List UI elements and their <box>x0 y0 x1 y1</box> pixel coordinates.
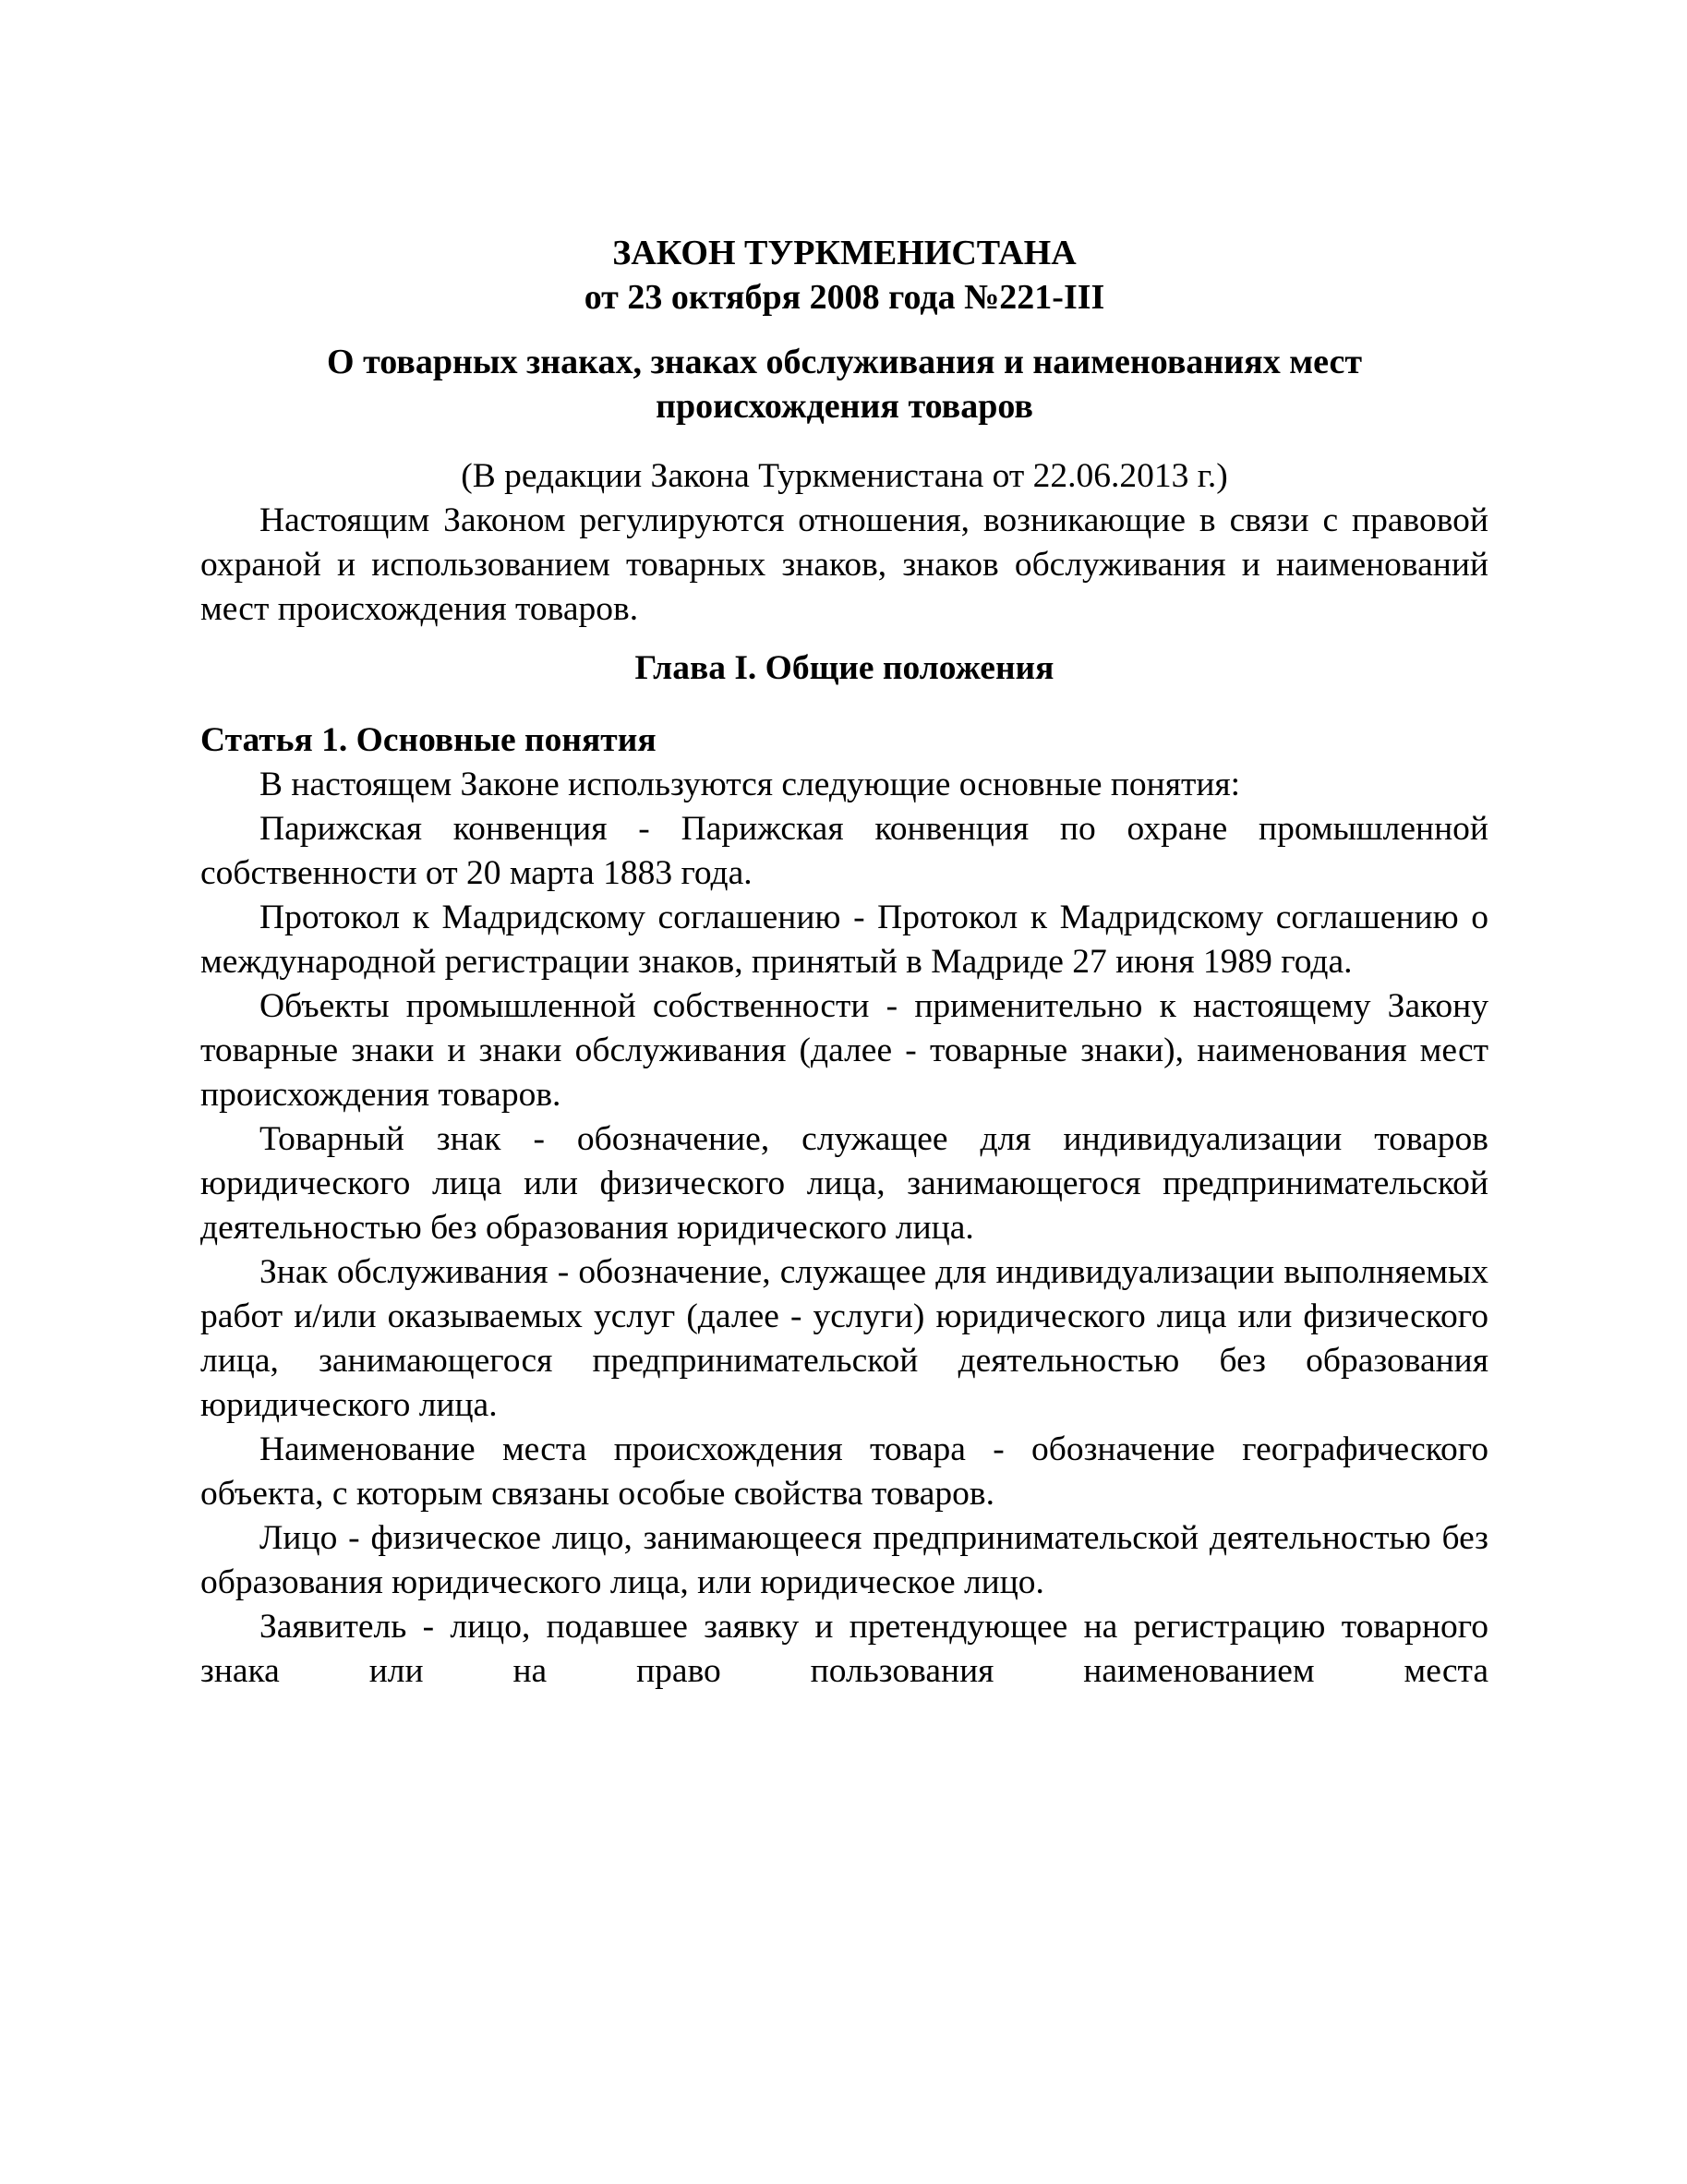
law-subject <box>200 340 1488 428</box>
article-title: Статья 1. Основные понятия <box>200 721 657 759</box>
law-title-line2: от 23 октября 2008 года №221-III <box>584 278 1105 317</box>
definition-paragraph: Товарный знак - обозначение, служащее для индивидуализации товаров юридического лица или физического лица, занимающегося предпринимательской деятельностью без образования юридического лица. <box>200 1120 1488 1247</box>
law-subject-line1: О товарных знаках, знаках обслуживания и наименованиях мест <box>327 343 1362 381</box>
definition-paragraph: Объекты промышленной собственности - применительно к настоящему Закону товарные знаки и знаки обслуживания (далее - товарные знаки), наименования мест происхождения товаров. <box>200 987 1488 1114</box>
definition-paragraph: Заявитель - лицо, подавшее заявку и претендующее на регистрацию товарного знака или на право пользования наименованием места <box>200 1608 1488 1690</box>
definition-paragraph: Лицо - физическое лицо, занимающееся предпринимательской деятельностью без образования юридического лица, или юридическое лицо. <box>200 1519 1488 1601</box>
definition-paragraph: Протокол к Мадридскому соглашению - Протокол к Мадридскому соглашению о международной регистрации знаков, принятый в Мадриде 27 июня 1989 года. <box>200 899 1488 981</box>
preamble-paragraph: Настоящим Законом регулируются отношения, возникающие в связи с правовой охраной и использованием товарных знаков, знаков обслуживания и наименований мест происхождения товаров. <box>200 501 1488 628</box>
law-title-line1: ЗАКОН ТУРКМЕНИСТАНА <box>612 234 1077 272</box>
definition-paragraph: Парижская конвенция - Парижская конвенция по охране промышленной собственности от 20 марта 1883 года. <box>200 810 1488 892</box>
law-title <box>200 231 1488 320</box>
definition-paragraph: Наименование места происхождения товара - обозначение географического объекта, с которым связаны особые свойства товаров. <box>200 1430 1488 1513</box>
chapter-title: Глава I. Общие положения <box>634 649 1054 687</box>
edition-note: (В редакции Закона Туркменистана от 22.06.2013 г.) <box>461 457 1228 495</box>
document-page <box>200 231 1488 1694</box>
law-subject-line2: происхождения товаров <box>656 387 1033 426</box>
definition-paragraph: Знак обслуживания - обозначение, служащее для индивидуализации выполняемых работ и/или оказываемых услуг (далее - услуги) юридического лица или физического лица, занимающегося предпринимательской деятельностью без образования юридического лица. <box>200 1253 1488 1424</box>
definition-paragraph: В настоящем Законе используются следующие основные понятия: <box>259 766 1241 803</box>
